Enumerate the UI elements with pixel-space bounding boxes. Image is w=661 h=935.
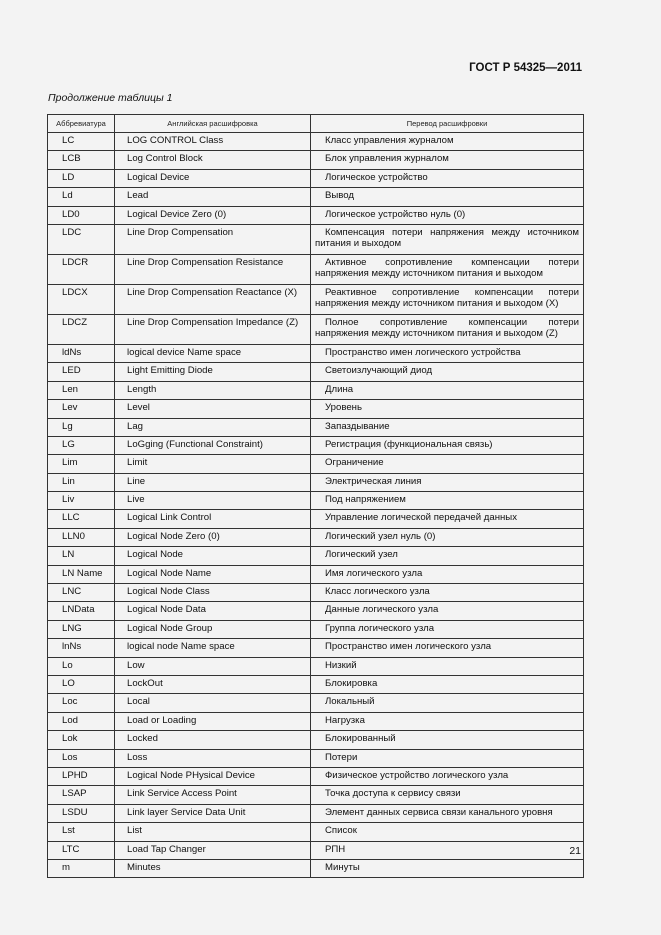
cell-translation: Минуты [311,859,584,877]
cell-english: Line Drop Compensation Reactance (X) [115,284,311,314]
table-row [48,565,584,583]
cell-english: Loss [115,749,311,767]
table-row [48,473,584,491]
cell-abbreviation: LNC [48,584,115,602]
cell-abbreviation: lnNs [48,639,115,657]
cell-abbreviation: LCB [48,151,115,169]
table-row [48,602,584,620]
table-row [48,455,584,473]
table-row [48,206,584,224]
cell-abbreviation: Len [48,381,115,399]
column-header-abbreviation: Аббревиатура [48,115,115,133]
cell-english: Load Tap Changer [115,841,311,859]
cell-abbreviation: Lev [48,400,115,418]
table-header-row [48,115,584,133]
cell-abbreviation: Liv [48,492,115,510]
cell-english: Logical Node Zero (0) [115,528,311,546]
table-row [48,151,584,169]
cell-translation: Логическое устройство [311,169,584,187]
cell-abbreviation: Lin [48,473,115,491]
cell-english: Level [115,400,311,418]
table-row [48,639,584,657]
column-header-english: Английская расшифровка [115,115,311,133]
cell-english: Line Drop Compensation [115,224,311,254]
cell-translation: Данные логического узла [311,602,584,620]
cell-abbreviation: m [48,859,115,877]
cell-english: Lag [115,418,311,436]
table-row [48,859,584,877]
cell-translation: Вывод [311,188,584,206]
cell-translation: Под напряжением [311,492,584,510]
cell-abbreviation: LC [48,133,115,151]
cell-abbreviation: Lst [48,823,115,841]
cell-english: Length [115,381,311,399]
table-row [48,284,584,314]
table-row [48,786,584,804]
cell-english: Line Drop Compensation Resistance [115,254,311,284]
cell-abbreviation: LO [48,675,115,693]
cell-abbreviation: LDCR [48,254,115,284]
cell-abbreviation: Lok [48,731,115,749]
cell-english: Logical Node Class [115,584,311,602]
cell-abbreviation: Loc [48,694,115,712]
table-row [48,528,584,546]
table-row [48,712,584,730]
table-row [48,749,584,767]
table-row [48,418,584,436]
table-row [48,841,584,859]
cell-abbreviation: LNG [48,620,115,638]
table-row [48,188,584,206]
cell-translation: Логическое устройство нуль (0) [311,206,584,224]
cell-abbreviation: LSAP [48,786,115,804]
cell-translation: Блокировка [311,675,584,693]
table-row [48,400,584,418]
cell-abbreviation: LD0 [48,206,115,224]
cell-abbreviation: Lod [48,712,115,730]
cell-abbreviation: ldNs [48,344,115,362]
cell-english: Logical Node PHysical Device [115,767,311,785]
table-row [48,584,584,602]
table-row [48,694,584,712]
cell-english: Link Service Access Point [115,786,311,804]
cell-translation: Блокированный [311,731,584,749]
cell-english: Local [115,694,311,712]
cell-translation: Пространство имен логического узла [311,639,584,657]
table-row [48,675,584,693]
table-row [48,133,584,151]
cell-abbreviation: Ld [48,188,115,206]
table-continuation-label: Продолжение таблицы 1 [48,92,173,104]
cell-translation: Управление логической передачей данных [311,510,584,528]
cell-translation: Группа логического узла [311,620,584,638]
table-row [48,492,584,510]
cell-english: Line [115,473,311,491]
cell-translation: Ограничение [311,455,584,473]
cell-translation: Электрическая линия [311,473,584,491]
cell-translation: Логический узел нуль (0) [311,528,584,546]
table-row [48,657,584,675]
cell-english: List [115,823,311,841]
cell-abbreviation: LLN0 [48,528,115,546]
cell-english: Logical Link Control [115,510,311,528]
cell-translation: Физическое устройство логического узла [311,767,584,785]
cell-abbreviation: LN Name [48,565,115,583]
cell-english: Low [115,657,311,675]
cell-english: Logical Device [115,169,311,187]
cell-translation: Активное сопротивление компенсации потери напряжения между источником питания и выходом [311,254,584,284]
cell-english: Light Emitting Diode [115,363,311,381]
table-row [48,224,584,254]
table-row [48,510,584,528]
cell-translation: Длина [311,381,584,399]
cell-english: Logical Node [115,547,311,565]
cell-english: Logical Node Name [115,565,311,583]
cell-english: LoGging (Functional Constraint) [115,436,311,454]
cell-abbreviation: Lg [48,418,115,436]
cell-translation: Уровень [311,400,584,418]
cell-abbreviation: LNData [48,602,115,620]
page-number: 21 [569,845,581,857]
cell-translation: Нагрузка [311,712,584,730]
cell-abbreviation: LTC [48,841,115,859]
cell-english: LockOut [115,675,311,693]
cell-abbreviation: LLC [48,510,115,528]
cell-english: LOG CONTROL Class [115,133,311,151]
cell-english: Load or Loading [115,712,311,730]
cell-english: Logical Node Data [115,602,311,620]
cell-translation: Список [311,823,584,841]
cell-translation: Компенсация потери напряжения между источником питания и выходом [311,224,584,254]
cell-abbreviation: LSDU [48,804,115,822]
cell-translation: Класс логического узла [311,584,584,602]
table-row [48,363,584,381]
cell-abbreviation: LG [48,436,115,454]
cell-abbreviation: LED [48,363,115,381]
cell-translation: Элемент данных сервиса связи канального уровня [311,804,584,822]
cell-english: Minutes [115,859,311,877]
cell-english: Live [115,492,311,510]
cell-translation: Логический узел [311,547,584,565]
cell-translation: Полное сопротивление компенсации потери напряжения между источником питания и выходом (Z) [311,314,584,344]
cell-english: logical node Name space [115,639,311,657]
table-row [48,344,584,362]
table-row [48,436,584,454]
table-row [48,823,584,841]
cell-abbreviation: LDCX [48,284,115,314]
cell-translation: Запаздывание [311,418,584,436]
table-row [48,620,584,638]
abbreviations-table [47,114,584,878]
cell-english: Logical Node Group [115,620,311,638]
table-body [48,133,584,878]
cell-translation: Класс управления журналом [311,133,584,151]
cell-translation: Светоизлучающий диод [311,363,584,381]
cell-abbreviation: Lo [48,657,115,675]
cell-english: Locked [115,731,311,749]
cell-translation: Пространство имен логического устройства [311,344,584,362]
cell-english: Link layer Service Data Unit [115,804,311,822]
cell-translation: Регистрация (функциональная связь) [311,436,584,454]
cell-english: Limit [115,455,311,473]
cell-english: logical device Name space [115,344,311,362]
cell-abbreviation: Los [48,749,115,767]
table-row [48,314,584,344]
column-header-translation: Перевод расшифровки [311,115,584,133]
cell-abbreviation: LPHD [48,767,115,785]
cell-abbreviation: Lim [48,455,115,473]
cell-abbreviation: LD [48,169,115,187]
cell-translation: Реактивное сопротивление компенсации потери напряжения между источником питания и выходом (X) [311,284,584,314]
cell-translation: Блок управления журналом [311,151,584,169]
table-row [48,731,584,749]
cell-abbreviation: LDC [48,224,115,254]
cell-translation: Низкий [311,657,584,675]
cell-translation: Потери [311,749,584,767]
table-row [48,804,584,822]
cell-translation: Локальный [311,694,584,712]
cell-translation: Имя логического узла [311,565,584,583]
cell-translation: РПН [311,841,584,859]
cell-translation: Точка доступа к сервису связи [311,786,584,804]
cell-abbreviation: LN [48,547,115,565]
document-code: ГОСТ Р 54325—2011 [469,62,582,74]
table-row [48,169,584,187]
cell-english: Logical Device Zero (0) [115,206,311,224]
table-row [48,254,584,284]
cell-abbreviation: LDCZ [48,314,115,344]
cell-english: Log Control Block [115,151,311,169]
cell-english: Lead [115,188,311,206]
cell-english: Line Drop Compensation Impedance (Z) [115,314,311,344]
table-row [48,767,584,785]
table-row [48,547,584,565]
table-row [48,381,584,399]
